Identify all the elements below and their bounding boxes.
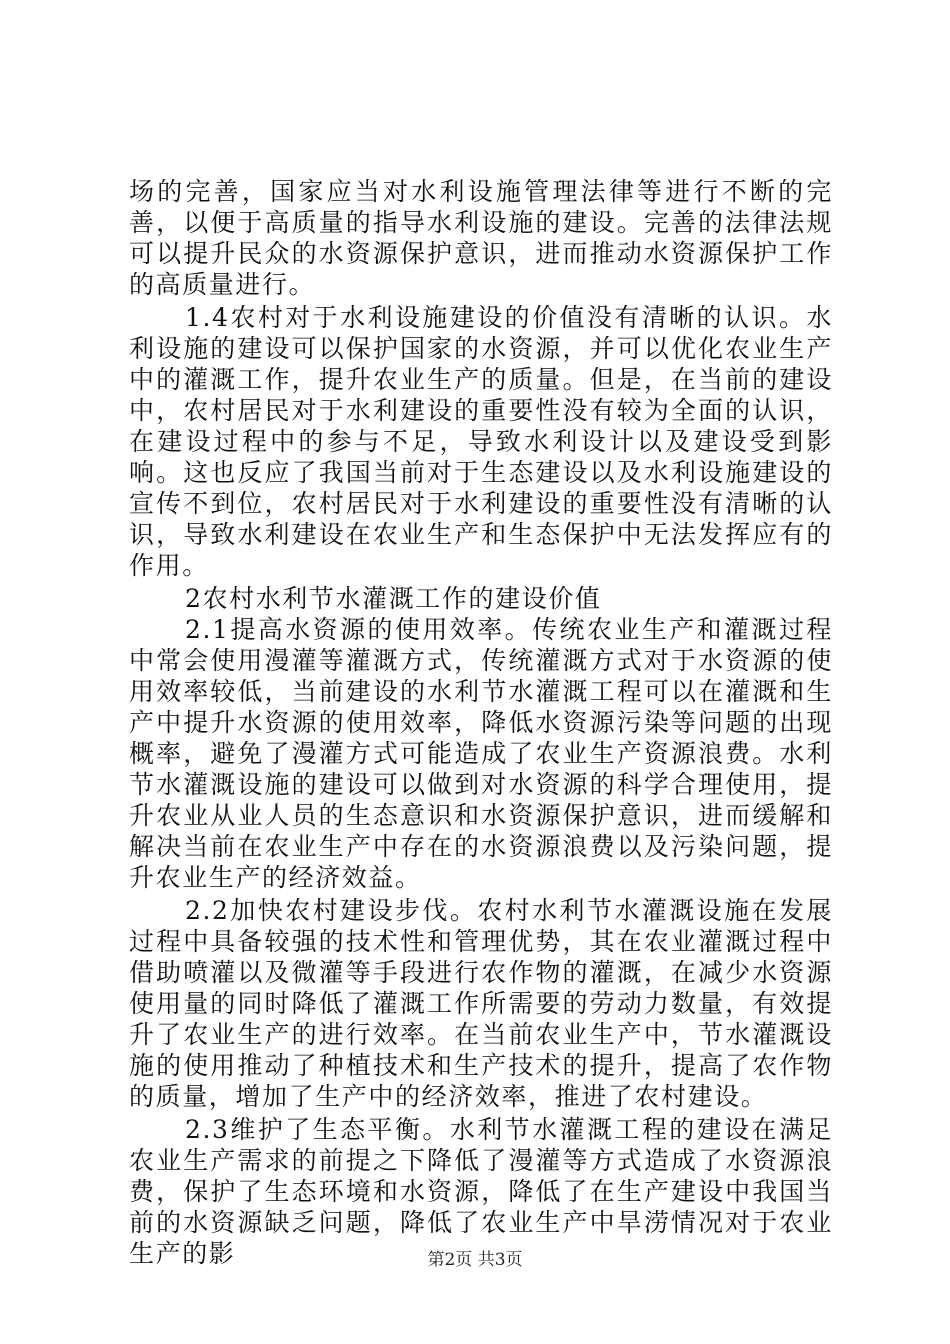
paragraph-continuation: 场的完善，国家应当对水利设施管理法律等进行不断的完善，以便于高质量的指导水利设施的建设。完善的法律法规可以提升民众的水资源保护意识，进而推动水资源保护工作的高质量进行。 — [129, 177, 833, 299]
paragraph-section-2-2: 2.2加快农村建设步伐。农村水利节水灌溉设施在发展过程中具备较强的技术性和管理优势，其在农业灌溉过程中借助喷灌以及微灌等手段进行农作物的灌溉，在减少水资源使用量的同时降低了灌溉工作所需要的劳动力数量，有效提升了农业生产的进行效率。在当前农业生产中，节水灌溉设施的使用推动了种植技术和生产技术的提升，提高了农作物的质量，增加了生产中的经济效率，推进了农村建设。 — [129, 896, 833, 1111]
paragraph-section-2-1: 2.1提高水资源的使用效率。传统农业生产和灌溉过程中常会使用漫灌等灌溉方式，传统灌溉方式对于水资源的使用效率较低，当前建设的水利节水灌溉工程可以在灌溉和生产中提升水资源的使用效率，降低水资源污染等问题的出现概率，避免了漫灌方式可能造成了农业生产资源浪费。水利节水灌溉设施的建设可以做到对水资源的科学合理使用，提升农业从业人员的生态意识和水资源保护意识，进而缓解和解决当前在农业生产中存在的水资源浪费以及污染问题，提升农业生产的经济效益。 — [129, 615, 833, 892]
document-body — [129, 176, 833, 1269]
paragraph-section-1-4: 1.4农村对于水利设施建设的价值没有清晰的认识。水利设施的建设可以保护国家的水资源，并可以优化农业生产中的灌溉工作，提升农业生产的质量。但是，在当前的建设中，农村居民对于水利建设的重要性没有较为全面的认识，在建设过程中的参与不足，导致水利设计以及建设受到影响。这也反应了我国当前对于生态建设以及水利设施建设的宣传不到位，农村居民对于水利建设的重要性没有清晰的认识，导致水利建设在农业生产和生态保护中无法发挥应有的作用。 — [129, 303, 833, 580]
page-footer: 第2页 共3页 — [427, 1250, 523, 1270]
section-heading-2: 2农村水利节水灌溉工作的建设价值 — [185, 584, 602, 613]
paragraph-section-2-3: 2.3维护了生态平衡。水利节水灌溉工程的建设在满足农业生产需求的前提之下降低了漫灌等方式造成了水资源浪费，保护了生态环境和水资源，降低了在生产建设中我国当前的水资源缺乏问题，降低了农业生产中旱涝情况对于农业生产的影 — [129, 1115, 833, 1268]
